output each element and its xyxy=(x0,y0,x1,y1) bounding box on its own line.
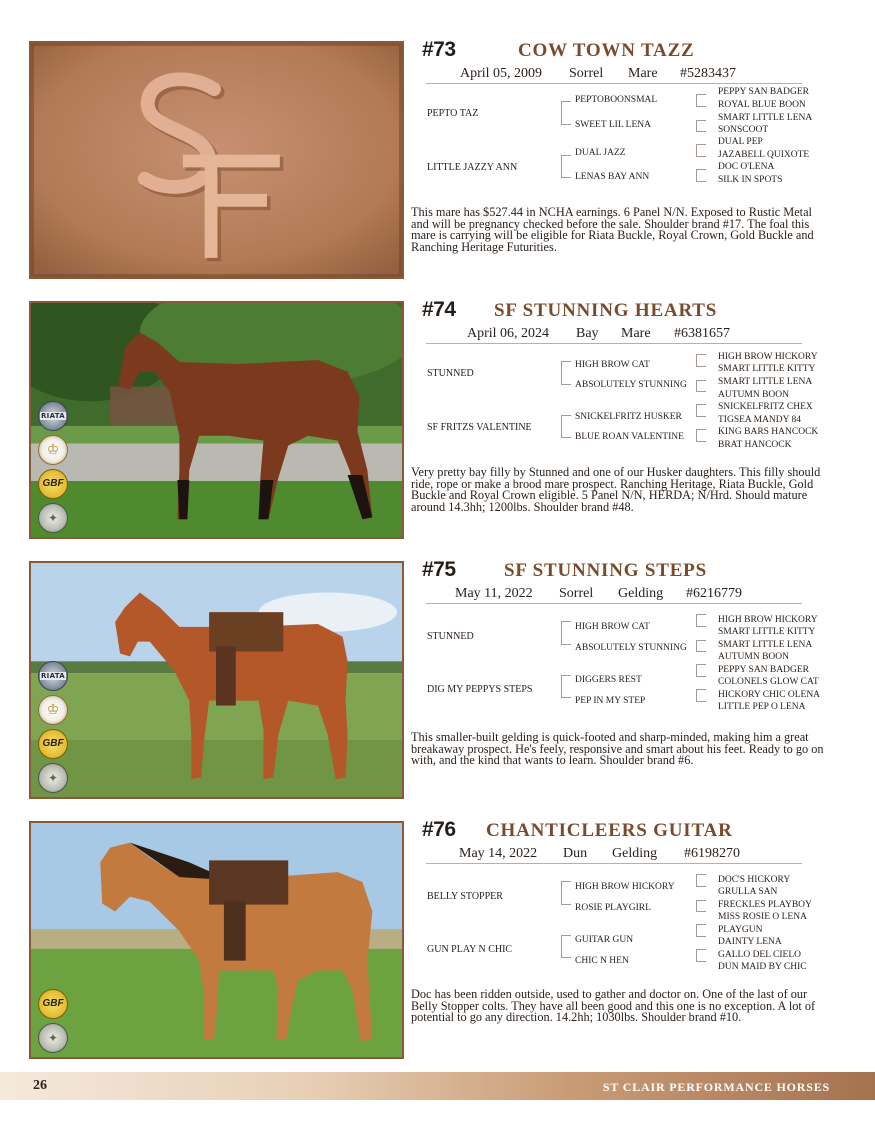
bracket xyxy=(696,640,706,652)
horse-info xyxy=(426,327,802,344)
lot-header xyxy=(422,558,802,588)
dds: HICKORY CHIC OLENA xyxy=(718,690,821,700)
sire-dam: ABSOLUTELY STUNNING xyxy=(575,380,687,390)
horse-description: Doc has been ridden outside, used to gather and doctor on. One of the last of our Belly Stopper colts. They have all been good and this one is no exception. A lot of potential to go any direction. 14.2hh; 1030lbs. Shoulder brand #10. xyxy=(411,987,816,1024)
pedigree xyxy=(426,869,816,972)
lot-number: #74 xyxy=(422,298,456,321)
foal-date: April 05, 2009 xyxy=(460,66,543,81)
dds: GALLO DEL CIELO xyxy=(718,950,802,960)
riata-buckle-badge-icon: RIATA xyxy=(38,661,68,691)
bracket xyxy=(696,924,706,937)
ddd: BRAT HANCOCK xyxy=(718,440,792,450)
sss: PEPPY SAN BADGER xyxy=(718,87,809,97)
sorrel-gelding-photo xyxy=(31,563,402,797)
gbf-badge-icon: GBF xyxy=(38,989,68,1019)
lot-75 xyxy=(0,558,875,821)
bracket xyxy=(696,404,706,417)
bracket xyxy=(696,689,706,702)
sire: STUNNED xyxy=(427,368,474,379)
royal-crown-badge-icon: ♔ xyxy=(38,435,68,465)
horse-description: This smaller-built gelding is quick-footed and sharp-minded, making him a great breakaway prospect. He's feely, responsive and smart about his feet. Ready to go on with, and the kind that wants to learn. Shoulder brand #6. xyxy=(411,730,824,767)
sire-sire: HIGH BROW CAT xyxy=(575,622,650,632)
sire-dam: SWEET LIL LENA xyxy=(575,120,651,130)
foal-date: April 06, 2024 xyxy=(467,326,550,341)
bracket xyxy=(696,614,706,627)
ddd: SILK IN SPOTS xyxy=(718,175,783,185)
horse-info xyxy=(426,67,802,84)
dsd: DAINTY LENA xyxy=(718,937,782,947)
sdd: MISS ROSIE O LENA xyxy=(718,912,807,922)
dss: SNICKELFRITZ CHEX xyxy=(718,402,813,412)
lot-header xyxy=(422,818,802,848)
horse-info xyxy=(426,587,802,604)
dam-sire: DUAL JAZZ xyxy=(575,148,626,158)
sire-sire: PEPTOBOONSMAL xyxy=(575,95,658,105)
horse-info xyxy=(426,847,802,864)
horse-color: Dun xyxy=(563,846,588,861)
lot-photo xyxy=(29,821,404,1059)
registration-number: #6198270 xyxy=(684,846,740,861)
gbf-badge-icon: GBF xyxy=(38,469,68,499)
ranching-heritage-badge-icon: ✦ xyxy=(38,503,68,533)
bracket xyxy=(561,881,571,905)
sss: HIGH BROW HICKORY xyxy=(718,352,818,362)
dam-dam: LENAS BAY ANN xyxy=(575,172,650,182)
ddd: LITTLE PEP O LENA xyxy=(718,702,806,712)
dam-dam: CHIC N HEN xyxy=(575,956,629,966)
ranching-heritage-badge-icon: ✦ xyxy=(38,1023,68,1053)
bracket xyxy=(696,354,706,367)
dam: LITTLE JAZZY ANN xyxy=(427,162,518,173)
sds: SMART LITTLE LENA xyxy=(718,377,813,387)
lot-74 xyxy=(0,298,875,561)
riata-buckle-badge-icon: RIATA xyxy=(38,401,68,431)
sire-dam: ROSIE PLAYGIRL xyxy=(575,903,651,913)
bracket xyxy=(561,361,571,385)
sdd: SONSCOOT xyxy=(718,125,769,135)
dam: GUN PLAY N CHIC xyxy=(427,944,513,955)
lot-number: #75 xyxy=(422,558,456,581)
horse-name: SF STUNNING HEARTS xyxy=(494,300,718,321)
sds: SMART LITTLE LENA xyxy=(718,640,813,650)
dam: DIG MY PEPPYS STEPS xyxy=(427,684,533,695)
sire: PEPTO TAZ xyxy=(427,108,479,119)
sire-sire: HIGH BROW HICKORY xyxy=(575,882,675,892)
dam-dam: BLUE ROAN VALENTINE xyxy=(575,432,684,442)
bracket xyxy=(561,621,571,645)
horse-description: This mare has $527.44 in NCHA earnings. 6 Panel N/N. Exposed to Rustic Metal and will be pregnancy checked before the sale. Shoulder brand #17. The foal this mare is carrying will be eligible for Riata Buckle, Royal Crown, Gold Buckle and Ranching Heritage Futurities. xyxy=(411,205,814,254)
bracket xyxy=(696,169,706,182)
registration-number: #6381657 xyxy=(674,326,730,341)
sire-dam: ABSOLUTELY STUNNING xyxy=(575,643,687,653)
bracket xyxy=(696,144,706,157)
bay-filly-photo xyxy=(31,303,402,537)
horse-color: Sorrel xyxy=(559,586,594,601)
farm-name: ST CLAIR PERFORMANCE HORSES xyxy=(602,1080,830,1094)
sf-brand-logo-image xyxy=(31,43,402,277)
dam-sire: DIGGERS REST xyxy=(575,675,642,685)
pedigree xyxy=(426,89,816,189)
bracket xyxy=(696,664,706,677)
bracket xyxy=(696,380,706,392)
ssd: SMART LITTLE KITTY xyxy=(718,627,816,637)
sdd: AUTUMN BOON xyxy=(718,390,789,400)
lot-photo xyxy=(29,41,404,279)
lot-number: #73 xyxy=(422,38,456,61)
bracket xyxy=(561,675,571,698)
horse-name: COW TOWN TAZZ xyxy=(518,40,695,61)
pedigree xyxy=(426,609,821,712)
dds: DOC O'LENA xyxy=(718,162,775,172)
dsd: TIGSEA MANDY 84 xyxy=(718,415,802,425)
horse-sex: Gelding xyxy=(618,586,664,601)
page-number: 26 xyxy=(33,1078,47,1093)
ddd: DUN MAID BY CHIC xyxy=(718,962,807,972)
horse-name: CHANTICLEERS GUITAR xyxy=(486,820,733,841)
sdd: AUTUMN BOON xyxy=(718,652,789,662)
sire-sire: HIGH BROW CAT xyxy=(575,360,650,370)
bracket xyxy=(696,94,706,107)
registration-number: #5283437 xyxy=(680,66,736,81)
dam-sire: SNICKELFRITZ HUSKER xyxy=(575,412,682,422)
horse-name: SF STUNNING STEPS xyxy=(504,560,707,581)
lot-photo xyxy=(29,301,404,539)
ssd: SMART LITTLE KITTY xyxy=(718,364,816,374)
royal-crown-badge-icon: ♔ xyxy=(38,695,68,725)
lot-73 xyxy=(0,38,875,301)
registration-number: #6216779 xyxy=(686,586,742,601)
horse-sex: Mare xyxy=(628,66,658,81)
dun-gelding-photo xyxy=(31,823,402,1057)
bracket xyxy=(696,949,706,962)
dam: SF FRITZS VALENTINE xyxy=(427,422,532,433)
lot-header xyxy=(422,38,802,68)
dam-sire: GUITAR GUN xyxy=(575,935,634,945)
dam-dam: PEP IN MY STEP xyxy=(575,696,646,706)
bracket xyxy=(561,415,571,438)
sds: SMART LITTLE LENA xyxy=(718,113,813,123)
lot-76 xyxy=(0,818,875,1081)
sire: STUNNED xyxy=(427,631,474,642)
lot-header xyxy=(422,298,802,328)
dsd: JAZABELL QUIXOTE xyxy=(718,150,810,160)
bracket xyxy=(696,874,706,887)
ssd: GRULLA SAN xyxy=(718,887,778,897)
sss: HIGH BROW HICKORY xyxy=(718,615,818,625)
dsd: COLONELS GLOW CAT xyxy=(718,677,819,687)
bracket xyxy=(696,120,706,132)
dds: KING BARS HANCOCK xyxy=(718,427,819,437)
lot-number: #76 xyxy=(422,818,456,841)
horse-color: Sorrel xyxy=(569,66,604,81)
bracket xyxy=(561,155,571,178)
dss: DUAL PEP xyxy=(718,137,763,147)
ssd: ROYAL BLUE BOON xyxy=(718,100,806,110)
bracket xyxy=(561,101,571,125)
foal-date: May 14, 2022 xyxy=(459,846,538,861)
horse-sex: Mare xyxy=(621,326,651,341)
bracket xyxy=(696,429,706,442)
dss: PLAYGUN xyxy=(718,925,763,935)
sds: FRECKLES PLAYBOY xyxy=(718,900,812,910)
dss: PEPPY SAN BADGER xyxy=(718,665,809,675)
sire: BELLY STOPPER xyxy=(427,891,503,902)
sss: DOC'S HICKORY xyxy=(718,875,791,885)
page-footer xyxy=(0,1072,875,1100)
ranching-heritage-badge-icon: ✦ xyxy=(38,763,68,793)
gbf-badge-icon: GBF xyxy=(38,729,68,759)
lot-photo xyxy=(29,561,404,799)
horse-color: Bay xyxy=(576,326,599,341)
bracket xyxy=(696,900,706,912)
bracket xyxy=(561,935,571,958)
horse-sex: Gelding xyxy=(612,846,658,861)
foal-date: May 11, 2022 xyxy=(455,586,533,601)
pedigree xyxy=(426,349,819,450)
horse-description: Very pretty bay filly by Stunned and one of our Husker daughters. This filly should ride, rope or make a brood mare prospect. Ranching Heritage, Riata Buckle, Gold Buckle and Royal Crown eligible. 5 Panel N/N, HERDA; N/Hrd. Should mature around 14.3hh; 1200lbs. Shoulder brand #48. xyxy=(411,465,821,514)
